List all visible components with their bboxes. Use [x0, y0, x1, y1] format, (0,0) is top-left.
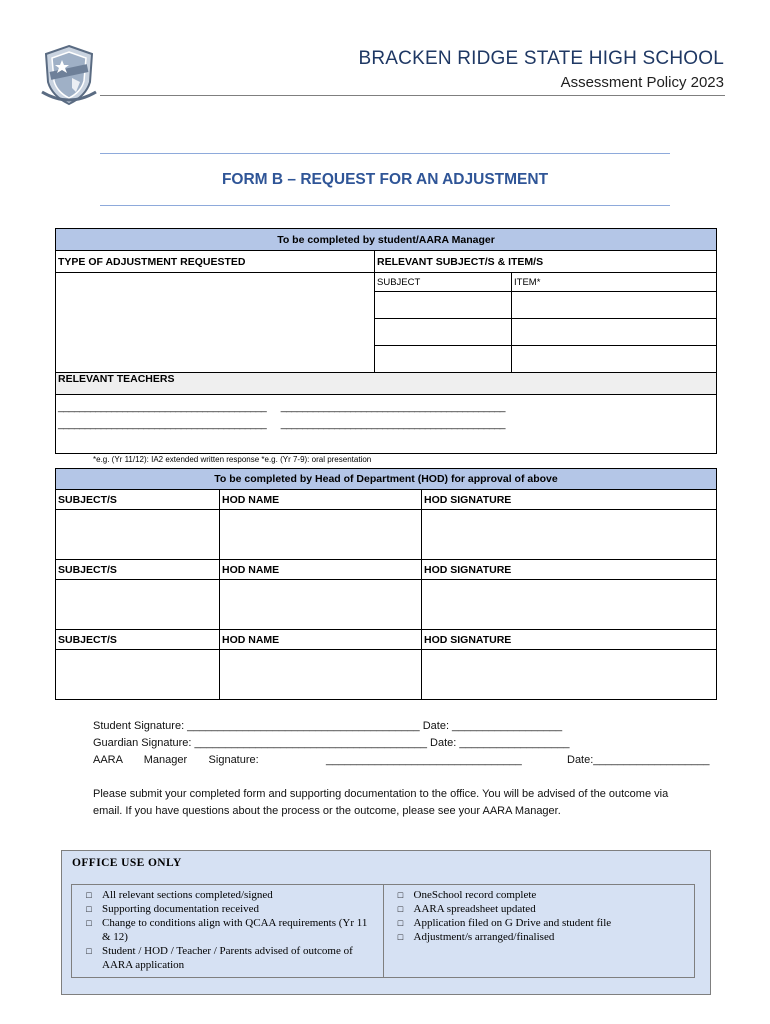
hod-signature-label: HOD SIGNATURE	[422, 630, 717, 650]
hod-signature-label: HOD SIGNATURE	[422, 560, 717, 580]
title-rule-top	[100, 153, 670, 154]
office-check-item[interactable]: □ Adjustment/s arranged/finalised	[388, 930, 691, 944]
checkbox-icon[interactable]: □	[397, 918, 404, 928]
office-check-item[interactable]: □ OneSchool record complete	[388, 888, 691, 902]
form-title: FORM B – REQUEST FOR AN ADJUSTMENT	[221, 171, 549, 188]
office-check-item[interactable]: □ Change to conditions align with QCAA requirements (Yr 11 & 12)	[76, 916, 379, 944]
submission-instructions: Please submit your completed form and supporting documentation to the office. You will be advised of the outcome via email. If you have questions about the process or the outcome, please see your AARA Manager.	[93, 788, 669, 817]
student-signature-line[interactable]: Student Signature: ______________________________________ Date: __________________	[93, 720, 563, 732]
hod-section-heading: To be completed by Head of Department (HOD) for approval of above	[56, 469, 717, 490]
adjustment-type-field[interactable]	[56, 273, 375, 373]
relevant-subjects-label: RELEVANT SUBJECT/S & ITEM/S	[375, 251, 717, 273]
hod-name-label: HOD NAME	[220, 630, 422, 650]
hod-name-label: HOD NAME	[220, 560, 422, 580]
item-cell-1[interactable]	[512, 292, 717, 319]
student-section-heading: To be completed by student/AARA Manager	[56, 229, 717, 251]
hod-subject-label: SUBJECT/S	[56, 630, 220, 650]
relevant-teachers-label: RELEVANT TEACHERS	[56, 373, 717, 395]
checkbox-icon[interactable]: □	[397, 932, 404, 942]
aara-signature-line[interactable]: ________________________________	[326, 754, 522, 766]
hod-signature-field-3[interactable]	[422, 650, 717, 700]
hod-subject-field-2[interactable]	[56, 580, 220, 630]
adjustment-type-label: TYPE OF ADJUSTMENT REQUESTED	[56, 251, 375, 273]
hod-signature-field-2[interactable]	[422, 580, 717, 630]
office-check-item[interactable]: □ AARA spreadsheet updated	[388, 902, 691, 916]
checkbox-icon[interactable]: □	[86, 890, 92, 900]
hod-subject-label: SUBJECT/S	[56, 560, 220, 580]
checkbox-icon[interactable]: □	[86, 918, 92, 928]
hod-section-table	[55, 468, 717, 700]
item-footnote: *e.g. (Yr 11/12): IA2 extended written response *e.g. (Yr 7-9): oral presentation	[93, 455, 372, 464]
office-check-item[interactable]: □ Application filed on G Drive and student file	[388, 916, 691, 930]
hod-name-field-2[interactable]	[220, 580, 422, 630]
policy-subtitle: Assessment Policy 2023	[560, 74, 724, 91]
hod-signature-field-1[interactable]	[422, 510, 717, 560]
header-divider	[100, 95, 725, 96]
subject-column-header: SUBJECT	[375, 273, 512, 292]
hod-subject-field-3[interactable]	[56, 650, 220, 700]
relevant-teachers-lines[interactable]: _______________________________________ __________________________________________ _______________________________________ __________________________________________	[56, 395, 717, 454]
student-section-table	[55, 228, 717, 454]
guardian-signature-line[interactable]: Guardian Signature: ______________________________________ Date: __________________	[93, 737, 570, 749]
office-checklist-right	[383, 885, 695, 977]
checkbox-icon[interactable]: □	[397, 890, 404, 900]
office-use-panel	[61, 850, 711, 995]
item-column-header: ITEM*	[512, 273, 717, 292]
office-checklist	[71, 884, 695, 978]
hod-subject-label: SUBJECT/S	[56, 490, 220, 510]
item-cell-2[interactable]	[512, 319, 717, 346]
office-check-item[interactable]: □ All relevant sections completed/signed	[76, 888, 379, 902]
office-check-item[interactable]: □ Student / HOD / Teacher / Parents advised of outcome of AARA application	[76, 944, 379, 972]
school-name: BRACKEN RIDGE STATE HIGH SCHOOL	[358, 48, 724, 69]
title-rule-bottom	[100, 205, 670, 206]
aara-signature-label: AARA Manager Signature:	[93, 754, 259, 766]
office-use-title: OFFICE USE ONLY	[72, 857, 182, 869]
checkbox-icon[interactable]: □	[86, 904, 92, 914]
hod-subject-field-1[interactable]	[56, 510, 220, 560]
hod-signature-label: HOD SIGNATURE	[422, 490, 717, 510]
checkbox-icon[interactable]: □	[86, 946, 92, 956]
office-checklist-left	[72, 885, 383, 977]
item-cell-3[interactable]	[512, 346, 717, 373]
hod-name-field-1[interactable]	[220, 510, 422, 560]
hod-name-label: HOD NAME	[220, 490, 422, 510]
aara-date-line[interactable]: Date:___________________	[567, 754, 710, 766]
hod-name-field-3[interactable]	[220, 650, 422, 700]
school-crest-icon	[36, 42, 102, 108]
subject-cell-2[interactable]	[375, 319, 512, 346]
subject-cell-1[interactable]	[375, 292, 512, 319]
subject-cell-3[interactable]	[375, 346, 512, 373]
office-check-item[interactable]: □ Supporting documentation received	[76, 902, 379, 916]
checkbox-icon[interactable]: □	[397, 904, 404, 914]
